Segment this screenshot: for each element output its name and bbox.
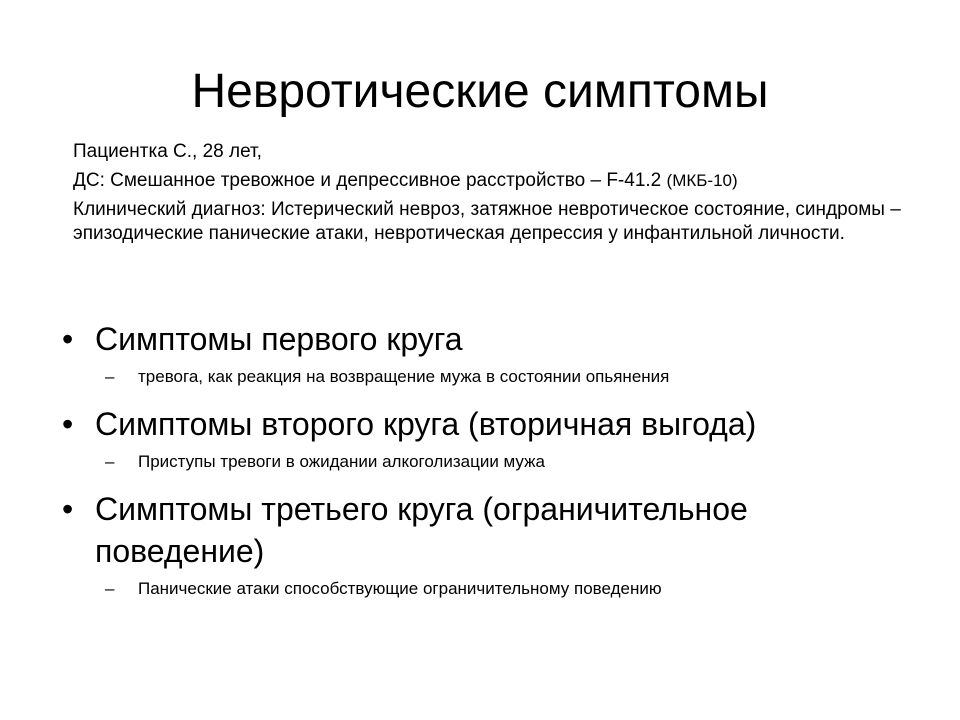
bullet-heading: Симптомы третьего круга (ограничительное поведение): [95, 491, 748, 569]
diagnosis-text: ДС: Смешанное тревожное и депрессивное расстройство – F-41.2: [73, 170, 667, 191]
clinical-diagnosis: Клинический диагноз: Истерический невроз, затяжное невротическое состояние, синдромы – эпизодические панические атаки, невротическая депрессия у инфантильной личности.: [73, 199, 901, 244]
dash-marker: –: [105, 452, 115, 471]
patient-info: [73, 140, 933, 246]
list-item: [0, 318, 895, 388]
bullet-dot: •: [62, 491, 74, 527]
sub-item: [95, 366, 895, 388]
list-item: [0, 488, 895, 600]
bullet-dot: •: [62, 321, 74, 357]
sub-text: Панические атаки способствующие ограничительному поведению: [138, 579, 662, 598]
sub-item: [95, 578, 895, 600]
symptom-list: [0, 318, 960, 615]
slide-title: Невротические симптомы: [191, 65, 769, 118]
patient-line: Пациентка С., 28 лет,: [73, 141, 262, 162]
diagnosis-code: (МКБ-10): [666, 171, 738, 190]
sub-item: [95, 451, 895, 473]
bullet-dot: •: [62, 406, 74, 442]
dash-marker: –: [105, 367, 115, 386]
diagnosis-line: [73, 169, 933, 193]
sub-text: Приступы тревоги в ожидании алкоголизации мужа: [138, 452, 545, 471]
sub-text: тревога, как реакция на возвращение мужа в состоянии опьянения: [138, 367, 670, 386]
list-item: [0, 403, 895, 473]
bullet-heading: Симптомы второго круга (вторичная выгода): [95, 406, 757, 442]
dash-marker: –: [105, 579, 115, 598]
bullet-heading: Симптомы первого круга: [95, 321, 463, 357]
